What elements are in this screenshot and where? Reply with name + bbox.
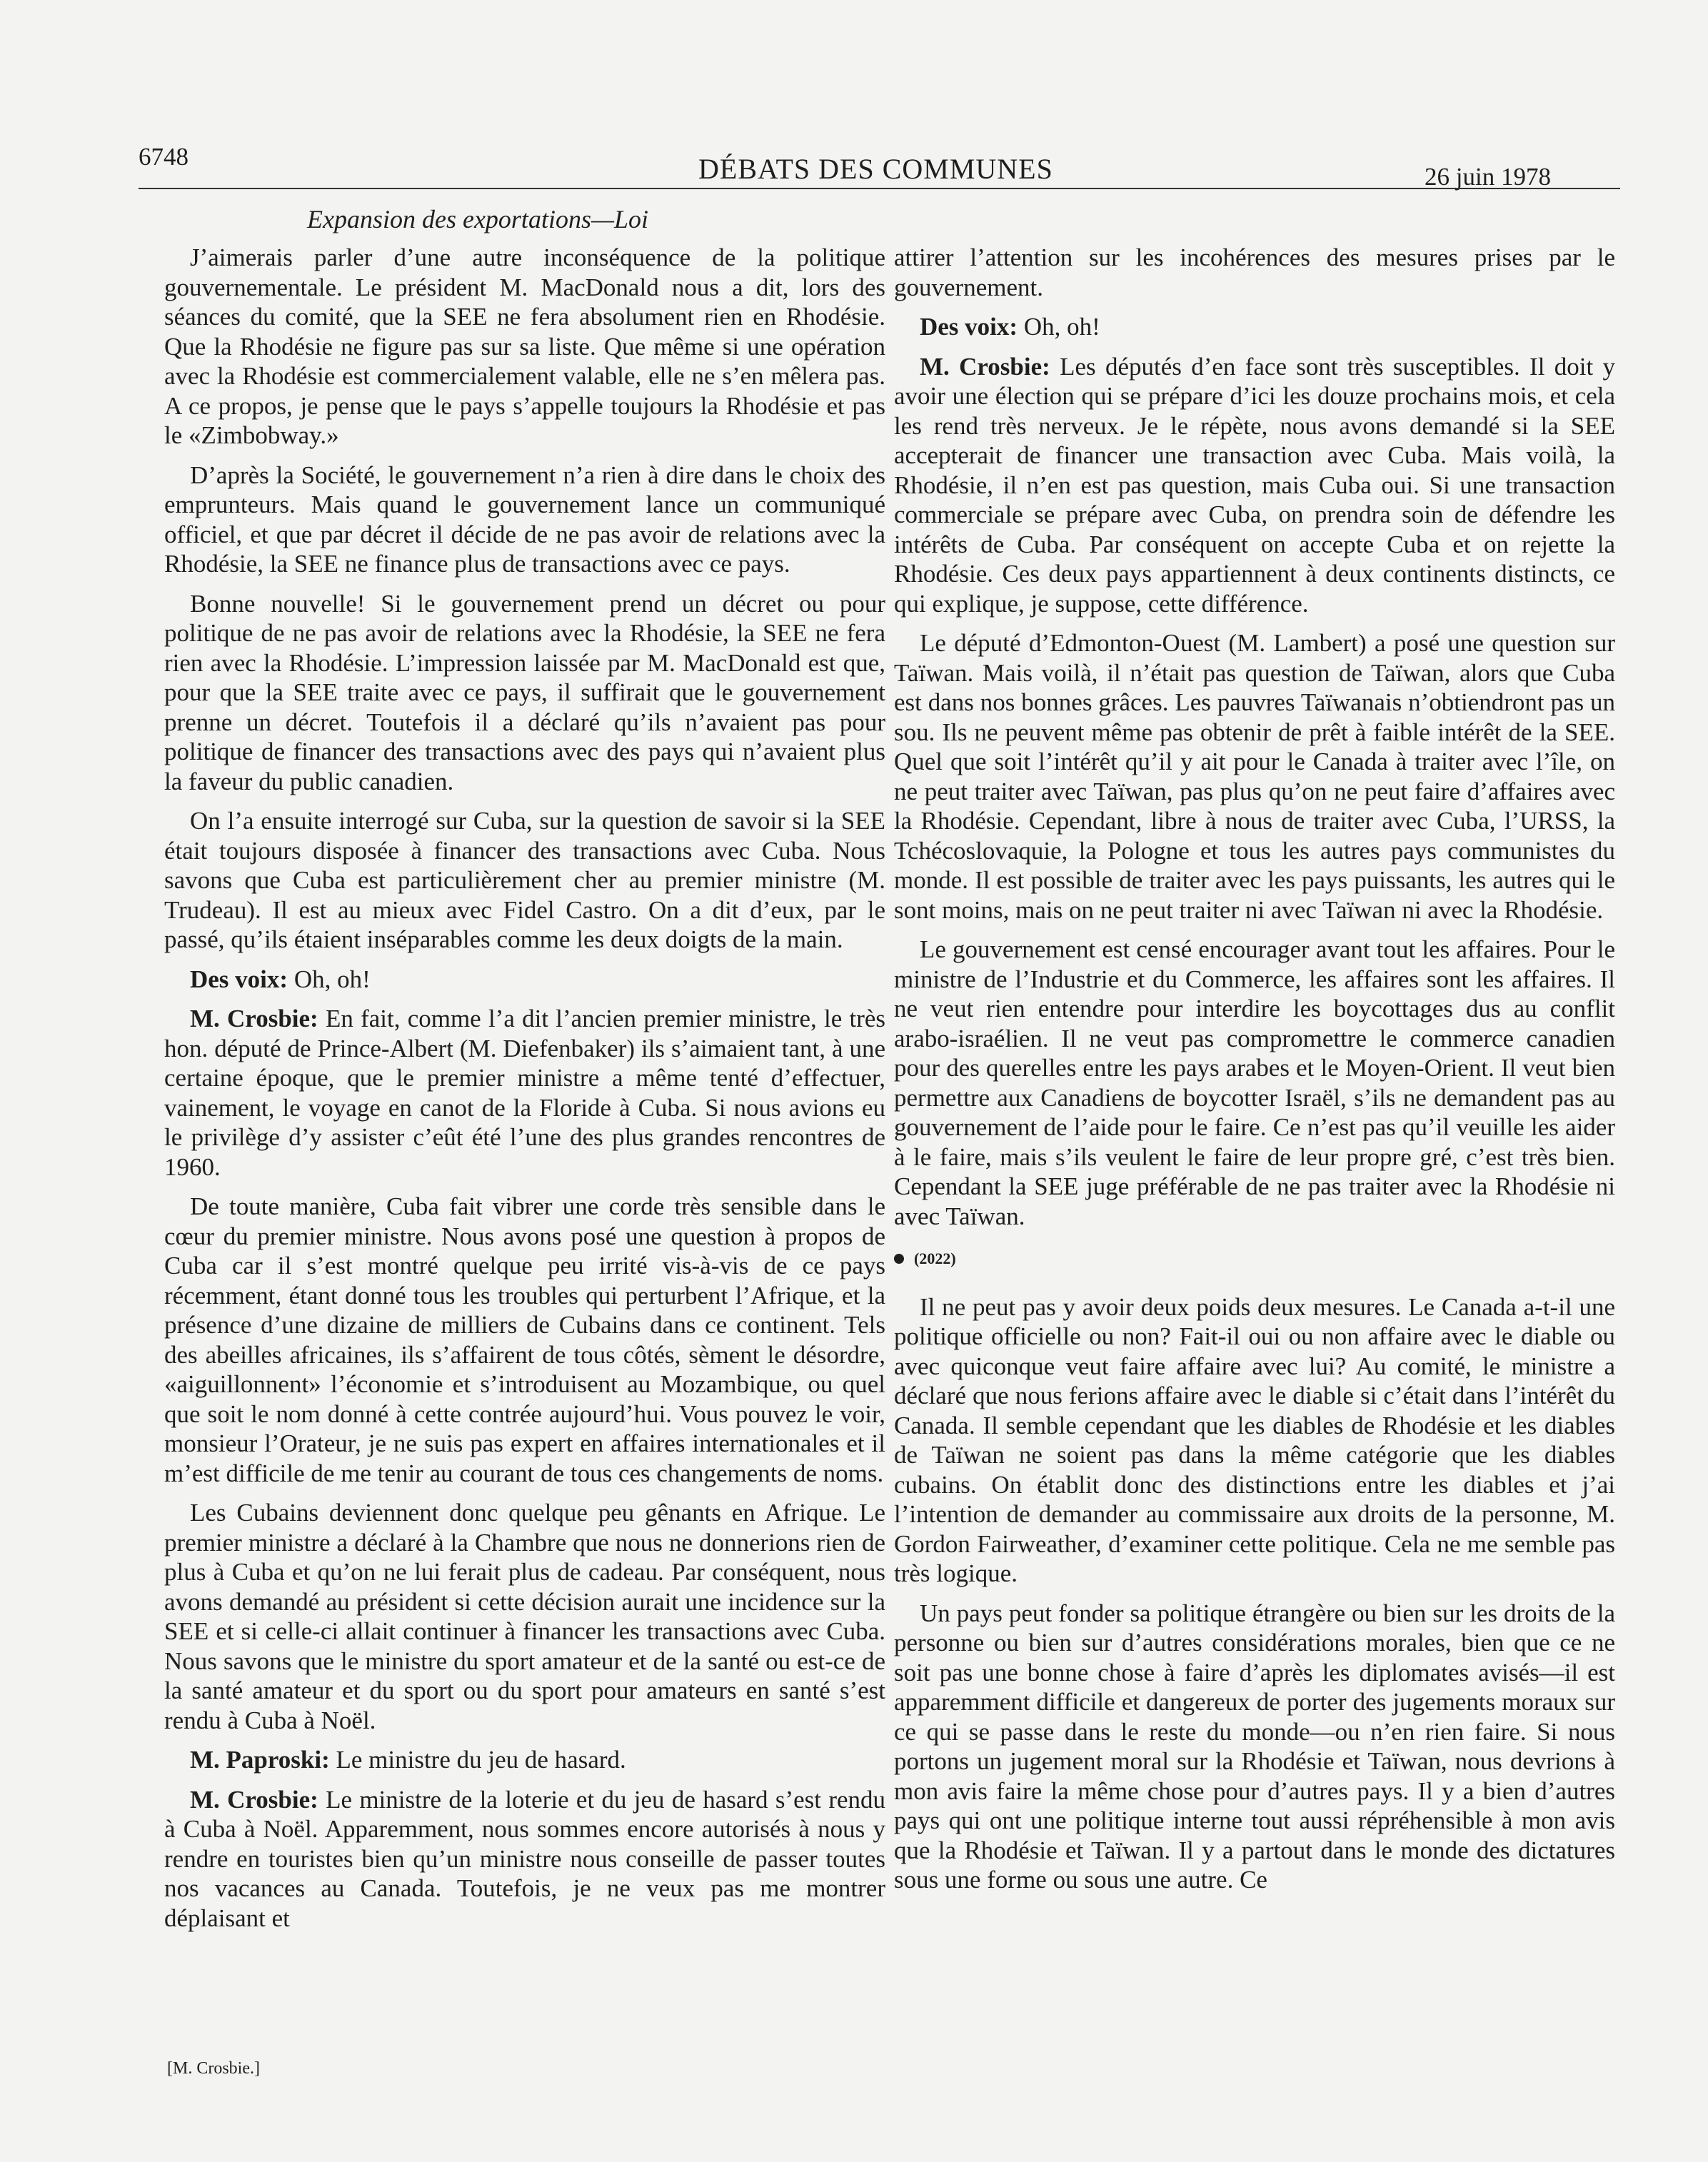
speaker-paragraph: M. Crosbie: Les députés d’en face sont très susceptibles. Il doit y avoir une élection qui se prépare d’ici les douze prochains mois, et cela les rend très nerveux. Je le répète, nous avons demandé si la SEE accepterait de financer une transaction avec Cuba. Mais voilà, la Rhodésie, il n’en est pas question, mais Cuba oui. Si une transaction commerciale se prépare avec Cuba, on prendra soin de défendre les intérêts de Cuba. Par conséquent on accepte Cuba et on rejette la Rhodésie. Ces deux pays appartiennent à deux continents distincts, ce qui explique, je suppose, cette différence.	[894, 352, 1616, 618]
paragraph: D’après la Société, le gouvernement n’a rien à dire dans le choix des emprunteurs. Mais quand le gouvernement lance un communiqué officiel, et que par décret il décide de ne pas avoir de relations avec la Rhodésie, la SEE ne finance plus de transactions avec ce pays.	[164, 461, 885, 578]
paragraph: Bonne nouvelle! Si le gouvernement prend un décret ou pour politique de ne pas avoir de relations avec la Rhodésie, la SEE ne fera rien avec la Rhodésie. L’impression laissée par M. MacDonald est que, pour que la SEE traite avec ce pays, il suffirait que le gouvernement prenne un décret. Toutefois il a déclaré qu’ils n’avaient pas pour politique de financer des transactions avec des pays qui n’avaient plus la faveur du public canadien.	[164, 589, 885, 795]
paragraph: Un pays peut fonder sa politique étrangère ou bien sur les droits de la personne ou bien sur d’autres considérations morales, bien que ce ne soit pas une bonne chose à faire d’après les diplomates avisés—il est apparemment difficile et dangereux de porter des jugements moraux sur ce qui se passe dans le reste du monde—ou n’en rien faire. Si nous portons un jugement moral sur la Rhodésie et Taïwan, nous devrions à mon avis faire la même chose pour d’autres pays. Il y a bien d’autres pays qui ont une politique interne tout aussi répréhensible à mon avis que la Rhodésie et Taïwan. Il y a partout dans le monde des dictatures sous une forme ou sous une autre. Ce	[894, 1599, 1615, 1894]
footer-speaker-tag: [M. Crosbie.]	[167, 2059, 260, 2078]
paragraph: J’aimerais parler d’une autre inconséquence de la politique gouvernementale. Le président M. MacDonald nous a dit, lors des séances du comité, que la SEE ne fera absolument rien en Rhodésie. Que la Rhodésie ne figure pas sur sa liste. Que même si une opération avec la Rhodésie est commercialement valable, elle ne s’en mêlera pas. A ce propos, je pense que le pays s’appelle toujours la Rhodésie et pas le «Zimbobway.»	[164, 243, 885, 449]
speaker-name: M. Crosbie:	[190, 1785, 318, 1814]
paragraph: De toute manière, Cuba fait vibrer une corde très sensible dans le cœur du premier ministre. Nous avons posé une question à propos de Cuba car il s’est montré quelque peu irrité vis-à-vis de ce pays récemment, étant donné tous les troubles qui perturbent l’Afrique, et la présence d’une dizaine de milliers de Cubains dans ce continent. Tels des abeilles africaines, ils s’affairent de tous côtés, sèment le désordre, «aiguillonnent» l’économie et s’introduisent au Mozambique, ou quel que soit le nom donné à cette contrée aujourd’hui. Vous pouvez le voir, monsieur l’Orateur, je ne suis pas expert en affaires internationales et il m’est difficile de me tenir au courant de tous ces changements de noms.	[164, 1192, 885, 1487]
paragraph: Le député d’Edmonton-Ouest (M. Lambert) a posé une question sur Taïwan. Mais voilà, il n’était pas question de Taïwan, alors que Cuba est dans nos bonnes grâces. Les pauvres Taïwanais n’obtiendront pas un sou. Ils ne peuvent même pas obtenir de prêt à faible intérêt de la SEE. Quel que soit l’intérêt qu’il y ait pour le Canada à traiter avec l’île, on ne peut traiter avec Taïwan, pas plus qu’on ne peut faire d’affaires avec la Rhodésie. Cependant, libre à nous de traiter avec Cuba, l’URSS, la Tchécoslovaquie, la Pologne et tous les autres pays communistes du monde. Il est possible de traiter avec les pays puissants, les autres qui le sont moins, mais on ne peut traiter ni avec Taïwan ni avec la Rhodésie.	[894, 629, 1615, 924]
time-marker-label: (2022)	[914, 1250, 956, 1267]
paragraph: attirer l’attention sur les incohérences des mesures prises par le gouvernement.	[894, 243, 1615, 301]
bullet-icon	[894, 1254, 904, 1264]
speaker-paragraph: M. Crosbie: En fait, comme l’a dit l’ancien premier ministre, le très hon. député de Prince-Albert (M. Diefenbaker) ils s’aimaient tant, à une certaine époque, que le premier ministre a même tenté d’effectuer, vainement, le voyage en canot de la Floride à Cuba. Si nous avions eu le privilège d’y assister c’eût été l’une des plus grandes rencontres de 1960.	[164, 1005, 886, 1181]
right-column	[894, 243, 1615, 1905]
left-column	[164, 243, 885, 1943]
speaker-name: M. Crosbie:	[920, 352, 1050, 381]
speaker-paragraph: Des voix: Oh, oh!	[190, 965, 371, 993]
speaker-paragraph: M. Crosbie: Le ministre de la loterie et du jeu de hasard s’est rendu à Cuba à Noël. Apparemment, nous sommes encore autorisés à nous y rendre en touristes bien qu’un ministre nous conseille de passer toutes nos vacances au Canada. Toutefois, je ne veux pas me montrer déplaisant et	[164, 1785, 886, 1932]
speaker-name: Des voix:	[190, 965, 288, 993]
running-title: DÉBATS DES COMMUNES	[698, 153, 1053, 185]
speaker-paragraph: Des voix: Oh, oh!	[920, 313, 1100, 341]
paragraph: Les Cubains deviennent donc quelque peu gênants en Afrique. Le premier ministre a déclaré à la Chambre que nous ne donnerions rien de plus à Cuba et qu’on ne lui ferait plus de cadeau. Par conséquent, nous avons demandé au président si cette décision aurait une incidence sur la SEE et si celle-ci allait continuer à financer les transactions avec Cuba. Nous savons que le ministre du sport amateur et de la santé ou est-ce de la santé amateur et du sport ou du sport pour amateurs en santé s’est rendu à Cuba à Noël.	[164, 1499, 885, 1734]
header-rule	[139, 188, 1620, 189]
speaker-name: Des voix:	[920, 313, 1018, 341]
page-number: 6748	[139, 143, 189, 171]
section-heading: Expansion des exportations—Loi	[307, 205, 648, 233]
header-date: 26 juin 1978	[1425, 163, 1551, 191]
paragraph: Il ne peut pas y avoir deux poids deux mesures. Le Canada a-t-il une politique officielle ou non? Fait-il oui ou non affaire avec le diable ou avec quiconque veut faire affaire avec lui? Au comité, le ministre a déclaré que nous ferions affaire avec le diable si c’était dans l’intérêt du Canada. Il semble cependant que les diables de Rhodésie et les diables de Taïwan ne soient pas dans la même catégorie que les diables cubains. On établit donc des distinctions entre les diables et j’ai l’intention de demander au commissaire aux droits de la personne, M. Gordon Fairweather, d’examiner cette politique. Cela ne me semble pas très logique.	[894, 1292, 1615, 1587]
paragraph: Le gouvernement est censé encourager avant tout les affaires. Pour le ministre de l’Industrie et du Commerce, les affaires sont les affaires. Il ne veut rien entendre pour interdire les boycottages dus au conflit arabo-israélien. Il ne veut pas compromettre le commerce canadien pour des querelles entre les pays arabes et le Moyen-Orient. Il veut bien permettre aux Canadiens de boycotter Israël, s’ils ne demandent pas au gouvernement de l’aide pour le faire. Ce n’est pas qu’il veuille les aider à le faire, mais s’ils veulent le faire de leur propre gré, c’est très bien. Cependant la SEE juge préférable de ne pas traiter avec la Rhodésie ni avec Taïwan.	[894, 935, 1615, 1230]
time-marker	[894, 1244, 1615, 1274]
speaker-paragraph: M. Paproski: Le ministre du jeu de hasard.	[190, 1746, 626, 1774]
speaker-name: M. Crosbie:	[190, 1005, 318, 1032]
speaker-name: M. Paproski:	[190, 1746, 330, 1774]
paragraph: On l’a ensuite interrogé sur Cuba, sur la question de savoir si la SEE était toujours disposée à financer des transactions avec Cuba. Nous savons que Cuba est particulièrement cher au premier ministre (M. Trudeau). Il est au mieux avec Fidel Castro. On a dit d’eux, par le passé, qu’ils étaient inséparables comme les deux doigts de la main.	[164, 807, 885, 953]
